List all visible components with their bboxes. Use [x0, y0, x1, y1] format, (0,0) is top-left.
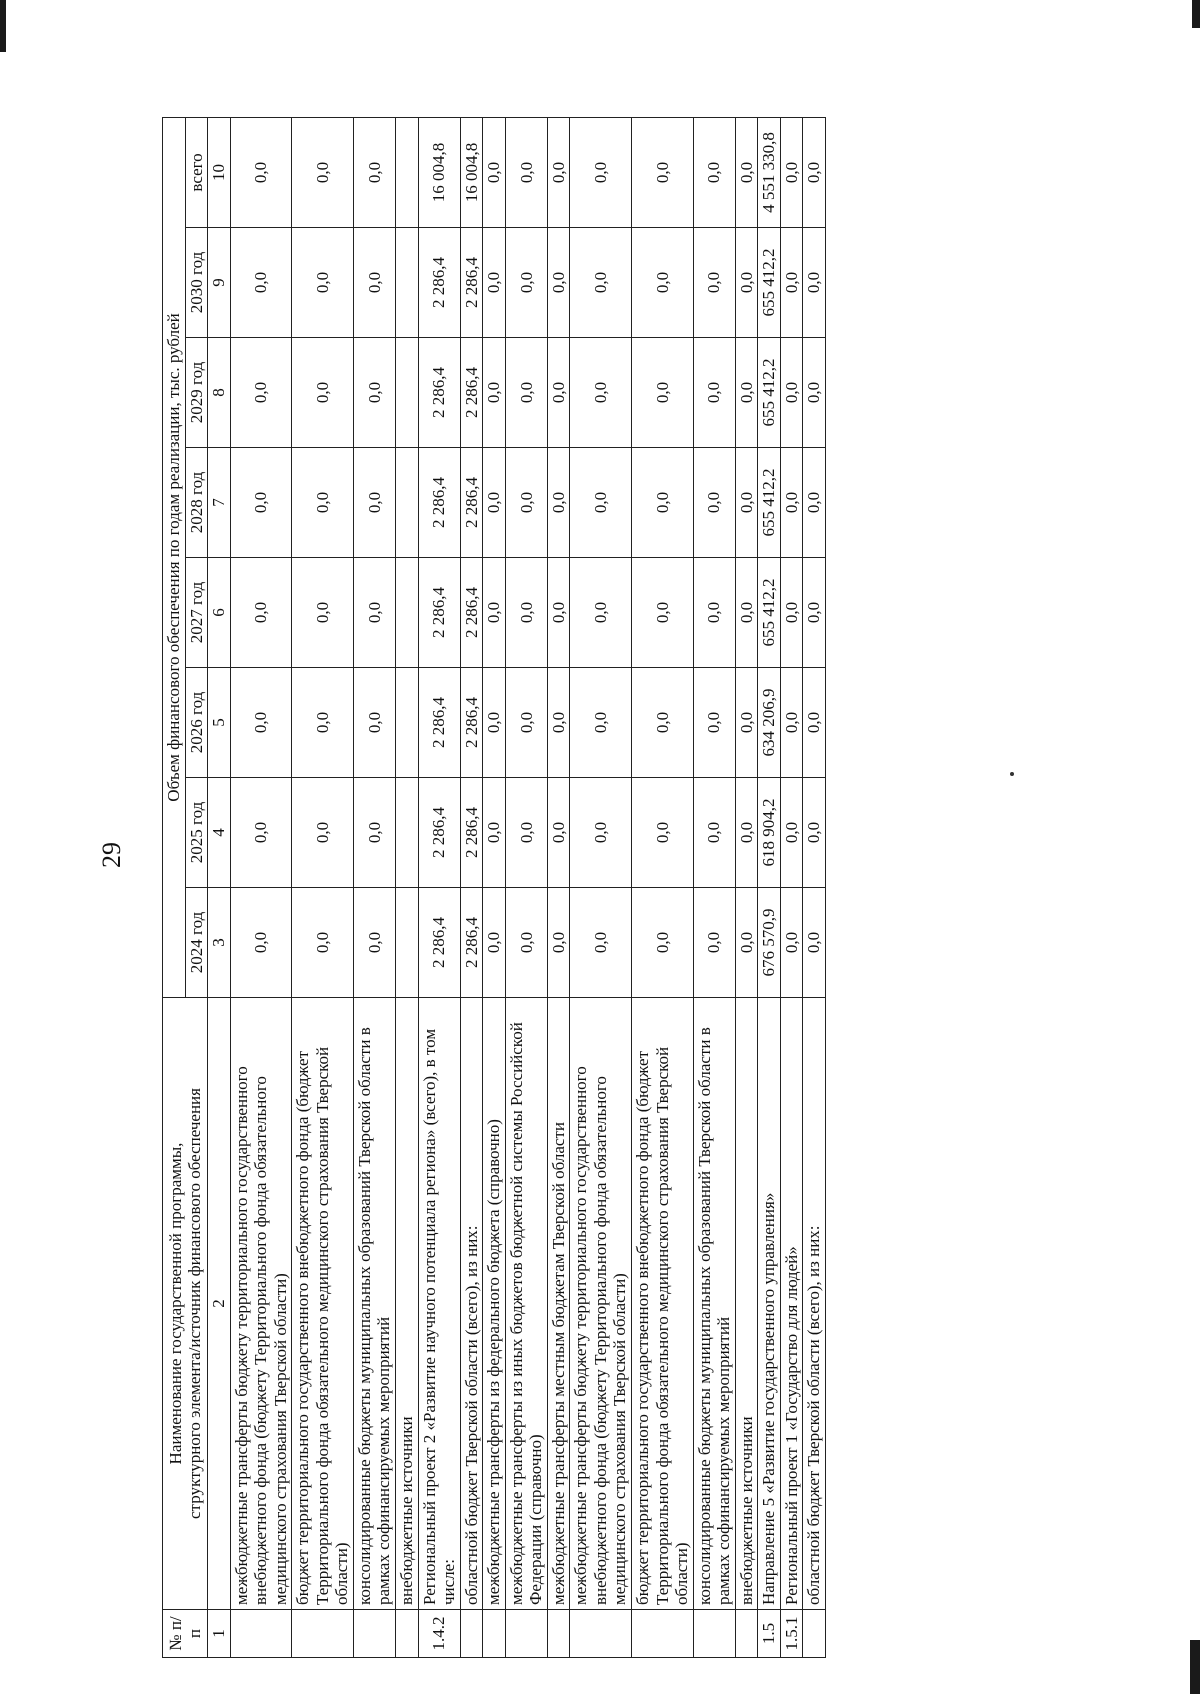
- row-year-value-cell: 0,0: [483, 338, 506, 448]
- row-year-value-cell: 0,0: [547, 448, 570, 558]
- header-year: 2027 год: [185, 558, 208, 668]
- row-year-value-cell: [396, 888, 419, 998]
- row-year-value-cell: [396, 338, 419, 448]
- row-year-value-cell: 0,0: [632, 668, 694, 778]
- row-year-value-cell: 0,0: [693, 778, 735, 888]
- page-number: 29: [97, 842, 126, 868]
- row-year-value-cell: 0,0: [780, 778, 803, 888]
- row-year-value-cell: 2 286,4: [418, 668, 460, 778]
- row-year-value-cell: 0,0: [292, 778, 354, 888]
- table-rotated-content: [162, 118, 1097, 1658]
- row-year-value-cell: 618 904,2: [758, 778, 781, 888]
- row-year-value-cell: 0,0: [292, 228, 354, 338]
- table-row: [353, 117, 395, 1657]
- row-year-value-cell: 0,0: [505, 338, 547, 448]
- row-year-value-cell: 0,0: [292, 558, 354, 668]
- row-number-cell: [230, 1610, 292, 1658]
- row-year-value-cell: 0,0: [570, 668, 632, 778]
- row-year-value-cell: 2 286,4: [460, 558, 483, 668]
- row-year-value-cell: 0,0: [547, 668, 570, 778]
- row-year-value-cell: [396, 668, 419, 778]
- table-row: [418, 117, 460, 1657]
- header-name-line1: Наименование государственной программы,: [165, 1142, 185, 1465]
- row-year-value-cell: 0,0: [230, 558, 292, 668]
- row-name-cell: межбюджетные трансферты бюджету территориального государственного внебюджетного фонда (бюджету Территориального фонда обязательного медицинского страхования Тверской области): [570, 998, 632, 1610]
- row-year-value-cell: 0,0: [570, 888, 632, 998]
- row-name-cell: областной бюджет Тверской области (всего), из них:: [803, 998, 826, 1610]
- row-year-value-cell: 0,0: [632, 338, 694, 448]
- row-total-cell: 0,0: [693, 117, 735, 227]
- row-year-value-cell: 0,0: [570, 228, 632, 338]
- row-name-cell: бюджет территориального государственного внебюджетного фонда (бюджет Территориального фонда обязательного медицинского страхования Тверской области): [632, 998, 694, 1610]
- row-number-cell: [483, 1610, 506, 1658]
- row-year-value-cell: 655 412,2: [758, 228, 781, 338]
- row-year-value-cell: 0,0: [230, 338, 292, 448]
- row-year-value-cell: 0,0: [735, 888, 758, 998]
- row-year-value-cell: 0,0: [505, 888, 547, 998]
- scan-edge-top-left: [0, 0, 6, 52]
- header-name: [163, 998, 208, 1610]
- row-year-value-cell: 2 286,4: [460, 778, 483, 888]
- row-year-value-cell: 634 206,9: [758, 668, 781, 778]
- row-year-value-cell: 0,0: [803, 888, 826, 998]
- scan-edge-bottom-right: [1190, 1640, 1200, 1694]
- row-year-value-cell: 2 286,4: [418, 228, 460, 338]
- row-year-value-cell: 0,0: [230, 888, 292, 998]
- row-year-value-cell: 0,0: [230, 778, 292, 888]
- row-year-value-cell: 0,0: [693, 338, 735, 448]
- row-number-cell: [505, 1610, 547, 1658]
- row-number-cell: [460, 1610, 483, 1658]
- row-number-cell: [632, 1610, 694, 1658]
- header-name-line2: структурного элемента/источник финансового обеспечения: [185, 1088, 205, 1519]
- row-year-value-cell: 0,0: [780, 448, 803, 558]
- row-year-value-cell: 655 412,2: [758, 338, 781, 448]
- row-year-value-cell: 0,0: [803, 448, 826, 558]
- table-row: [483, 117, 506, 1657]
- row-year-value-cell: 0,0: [483, 778, 506, 888]
- header-year: 2028 год: [185, 448, 208, 558]
- row-year-value-cell: 0,0: [693, 448, 735, 558]
- table-row: [396, 117, 419, 1657]
- row-total-cell: [396, 117, 419, 227]
- row-year-value-cell: 2 286,4: [418, 448, 460, 558]
- table-row: [505, 117, 547, 1657]
- row-year-value-cell: 0,0: [353, 228, 395, 338]
- row-year-value-cell: 0,0: [632, 228, 694, 338]
- row-year-value-cell: 2 286,4: [418, 558, 460, 668]
- row-total-cell: 0,0: [505, 117, 547, 227]
- row-year-value-cell: 0,0: [693, 228, 735, 338]
- row-year-value-cell: 0,0: [353, 888, 395, 998]
- row-total-cell: 0,0: [780, 117, 803, 227]
- header-year: 2026 год: [185, 668, 208, 778]
- table-rotation-frame: [162, 118, 1097, 1658]
- row-year-value-cell: 2 286,4: [460, 448, 483, 558]
- row-year-value-cell: 0,0: [803, 668, 826, 778]
- row-year-value-cell: 676 570,9: [758, 888, 781, 998]
- row-total-cell: 0,0: [353, 117, 395, 227]
- index-cell: 6: [208, 558, 231, 668]
- table-row: [570, 117, 632, 1657]
- row-name-cell: межбюджетные трансферты из федерального бюджета (справочно): [483, 998, 506, 1610]
- row-year-value-cell: 2 286,4: [418, 888, 460, 998]
- row-year-value-cell: 0,0: [292, 448, 354, 558]
- row-total-cell: 0,0: [735, 117, 758, 227]
- row-year-value-cell: 0,0: [483, 558, 506, 668]
- table-row: [460, 117, 483, 1657]
- header-index-row: [208, 117, 231, 1657]
- row-year-value-cell: 0,0: [505, 448, 547, 558]
- row-year-value-cell: 0,0: [570, 448, 632, 558]
- row-year-value-cell: 0,0: [632, 888, 694, 998]
- row-year-value-cell: 0,0: [693, 888, 735, 998]
- row-year-value-cell: 0,0: [353, 668, 395, 778]
- row-total-cell: 4 551 330,8: [758, 117, 781, 227]
- row-year-value-cell: 0,0: [693, 558, 735, 668]
- row-total-cell: 0,0: [803, 117, 826, 227]
- row-year-value-cell: 655 412,2: [758, 558, 781, 668]
- row-year-value-cell: 2 286,4: [460, 668, 483, 778]
- row-number-cell: [803, 1610, 826, 1658]
- row-year-value-cell: 2 286,4: [460, 888, 483, 998]
- row-year-value-cell: 0,0: [780, 668, 803, 778]
- header-row-1: [163, 117, 186, 1657]
- row-year-value-cell: 0,0: [547, 558, 570, 668]
- table-row: [230, 117, 292, 1657]
- index-cell: 5: [208, 668, 231, 778]
- index-cell: 9: [208, 228, 231, 338]
- row-total-cell: 0,0: [292, 117, 354, 227]
- row-name-cell: внебюджетные источники: [396, 998, 419, 1610]
- row-year-value-cell: 0,0: [780, 558, 803, 668]
- index-cell: 1: [208, 1610, 231, 1658]
- row-year-value-cell: 2 286,4: [418, 778, 460, 888]
- row-name-cell: Региональный проект 2 «Развитие научного потенциала региона» (всего), в том числе:: [418, 998, 460, 1610]
- row-year-value-cell: 0,0: [483, 888, 506, 998]
- table-row: [735, 117, 758, 1657]
- row-year-value-cell: 0,0: [483, 668, 506, 778]
- row-year-value-cell: 0,0: [735, 668, 758, 778]
- row-number-cell: [547, 1610, 570, 1658]
- row-number-cell: 1.4.2: [418, 1610, 460, 1658]
- table-row: [803, 117, 826, 1657]
- header-total: всего: [185, 117, 208, 227]
- table-row: [758, 117, 781, 1657]
- row-year-value-cell: 0,0: [483, 448, 506, 558]
- row-total-cell: 16 004,8: [418, 117, 460, 227]
- row-year-value-cell: 0,0: [230, 668, 292, 778]
- row-year-value-cell: 655 412,2: [758, 448, 781, 558]
- header-volume: Объем финансового обеспечения по годам реализации, тыс. рублей: [163, 117, 186, 997]
- row-total-cell: 0,0: [230, 117, 292, 227]
- row-total-cell: 0,0: [632, 117, 694, 227]
- row-year-value-cell: 0,0: [230, 448, 292, 558]
- row-name-cell: внебюджетные источники: [735, 998, 758, 1610]
- row-year-value-cell: 0,0: [632, 558, 694, 668]
- row-year-value-cell: [396, 228, 419, 338]
- row-year-value-cell: 0,0: [803, 228, 826, 338]
- row-year-value-cell: [396, 778, 419, 888]
- row-year-value-cell: 0,0: [735, 558, 758, 668]
- header-year: 2025 год: [185, 778, 208, 888]
- row-year-value-cell: 0,0: [632, 778, 694, 888]
- row-year-value-cell: 2 286,4: [460, 228, 483, 338]
- row-total-cell: 0,0: [547, 117, 570, 227]
- index-cell: 10: [208, 117, 231, 227]
- row-year-value-cell: 0,0: [803, 338, 826, 448]
- row-year-value-cell: 0,0: [353, 778, 395, 888]
- row-year-value-cell: 0,0: [570, 338, 632, 448]
- row-year-value-cell: 0,0: [292, 338, 354, 448]
- index-cell: 3: [208, 888, 231, 998]
- row-year-value-cell: [396, 558, 419, 668]
- row-total-cell: 0,0: [570, 117, 632, 227]
- row-year-value-cell: 0,0: [632, 448, 694, 558]
- row-number-cell: [396, 1610, 419, 1658]
- row-year-value-cell: 0,0: [780, 338, 803, 448]
- row-year-value-cell: 0,0: [292, 668, 354, 778]
- row-total-cell: 16 004,8: [460, 117, 483, 227]
- row-name-cell: Региональный проект 1 «Государство для людей»: [780, 998, 803, 1610]
- index-cell: 8: [208, 338, 231, 448]
- row-name-cell: межбюджетные трансферты местным бюджетам Тверской области: [547, 998, 570, 1610]
- row-number-cell: [292, 1610, 354, 1658]
- row-number-cell: 1.5.1: [780, 1610, 803, 1658]
- row-year-value-cell: 0,0: [803, 558, 826, 668]
- row-year-value-cell: 0,0: [547, 338, 570, 448]
- row-number-cell: [353, 1610, 395, 1658]
- table-row: [547, 117, 570, 1657]
- row-name-cell: консолидированные бюджеты муниципальных образований Тверской области в рамках софинансируемых мероприятий: [353, 998, 395, 1610]
- row-total-cell: 0,0: [483, 117, 506, 227]
- header-year: 2024 год: [185, 888, 208, 998]
- row-year-value-cell: 0,0: [353, 338, 395, 448]
- table-row: [693, 117, 735, 1657]
- row-year-value-cell: 0,0: [780, 228, 803, 338]
- header-year: 2029 год: [185, 338, 208, 448]
- row-year-value-cell: 0,0: [570, 558, 632, 668]
- row-year-value-cell: [396, 448, 419, 558]
- row-year-value-cell: 0,0: [803, 778, 826, 888]
- row-year-value-cell: 0,0: [483, 228, 506, 338]
- header-year: 2030 год: [185, 228, 208, 338]
- row-year-value-cell: 0,0: [230, 228, 292, 338]
- row-year-value-cell: 0,0: [735, 228, 758, 338]
- row-year-value-cell: 0,0: [735, 338, 758, 448]
- financing-table: [162, 117, 826, 1658]
- row-year-value-cell: 0,0: [547, 888, 570, 998]
- row-year-value-cell: 2 286,4: [418, 338, 460, 448]
- row-year-value-cell: 0,0: [570, 778, 632, 888]
- row-number-cell: [570, 1610, 632, 1658]
- row-year-value-cell: 0,0: [505, 558, 547, 668]
- index-cell: 4: [208, 778, 231, 888]
- row-year-value-cell: 0,0: [735, 448, 758, 558]
- table-row: [632, 117, 694, 1657]
- row-year-value-cell: 0,0: [547, 778, 570, 888]
- table-body: [230, 117, 825, 1657]
- row-name-cell: консолидированные бюджеты муниципальных образований Тверской области в рамках софинансируемых мероприятий: [693, 998, 735, 1610]
- row-name-cell: межбюджетные трансферты бюджету территориального государственного внебюджетного фонда (бюджету Территориального фонда обязательного медицинского страхования Тверской области): [230, 998, 292, 1610]
- row-year-value-cell: 0,0: [353, 448, 395, 558]
- scan-edge-top-right: [1192, 0, 1200, 28]
- row-name-cell: Направление 5 «Развитие государственного управления»: [758, 998, 781, 1610]
- header-no: № п/п: [163, 1610, 208, 1658]
- row-year-value-cell: 0,0: [735, 778, 758, 888]
- row-year-value-cell: 0,0: [693, 668, 735, 778]
- row-year-value-cell: 0,0: [780, 888, 803, 998]
- row-year-value-cell: 0,0: [505, 668, 547, 778]
- row-year-value-cell: 0,0: [292, 888, 354, 998]
- row-year-value-cell: 0,0: [547, 228, 570, 338]
- row-name-cell: межбюджетные трансферты из иных бюджетов бюджетной системы Российской Федерации (справочно): [505, 998, 547, 1610]
- table-row: [292, 117, 354, 1657]
- row-number-cell: [693, 1610, 735, 1658]
- row-year-value-cell: 0,0: [505, 778, 547, 888]
- table-row: [780, 117, 803, 1657]
- row-name-cell: бюджет территориального государственного внебюджетного фонда (бюджет Территориального фонда обязательного медицинского страхования Тверской области): [292, 998, 354, 1610]
- row-number-cell: [735, 1610, 758, 1658]
- row-year-value-cell: 0,0: [353, 558, 395, 668]
- row-number-cell: 1.5: [758, 1610, 781, 1658]
- index-cell: 2: [208, 998, 231, 1610]
- row-year-value-cell: 0,0: [505, 228, 547, 338]
- row-name-cell: областной бюджет Тверской области (всего), из них:: [460, 998, 483, 1610]
- row-year-value-cell: 2 286,4: [460, 338, 483, 448]
- index-cell: 7: [208, 448, 231, 558]
